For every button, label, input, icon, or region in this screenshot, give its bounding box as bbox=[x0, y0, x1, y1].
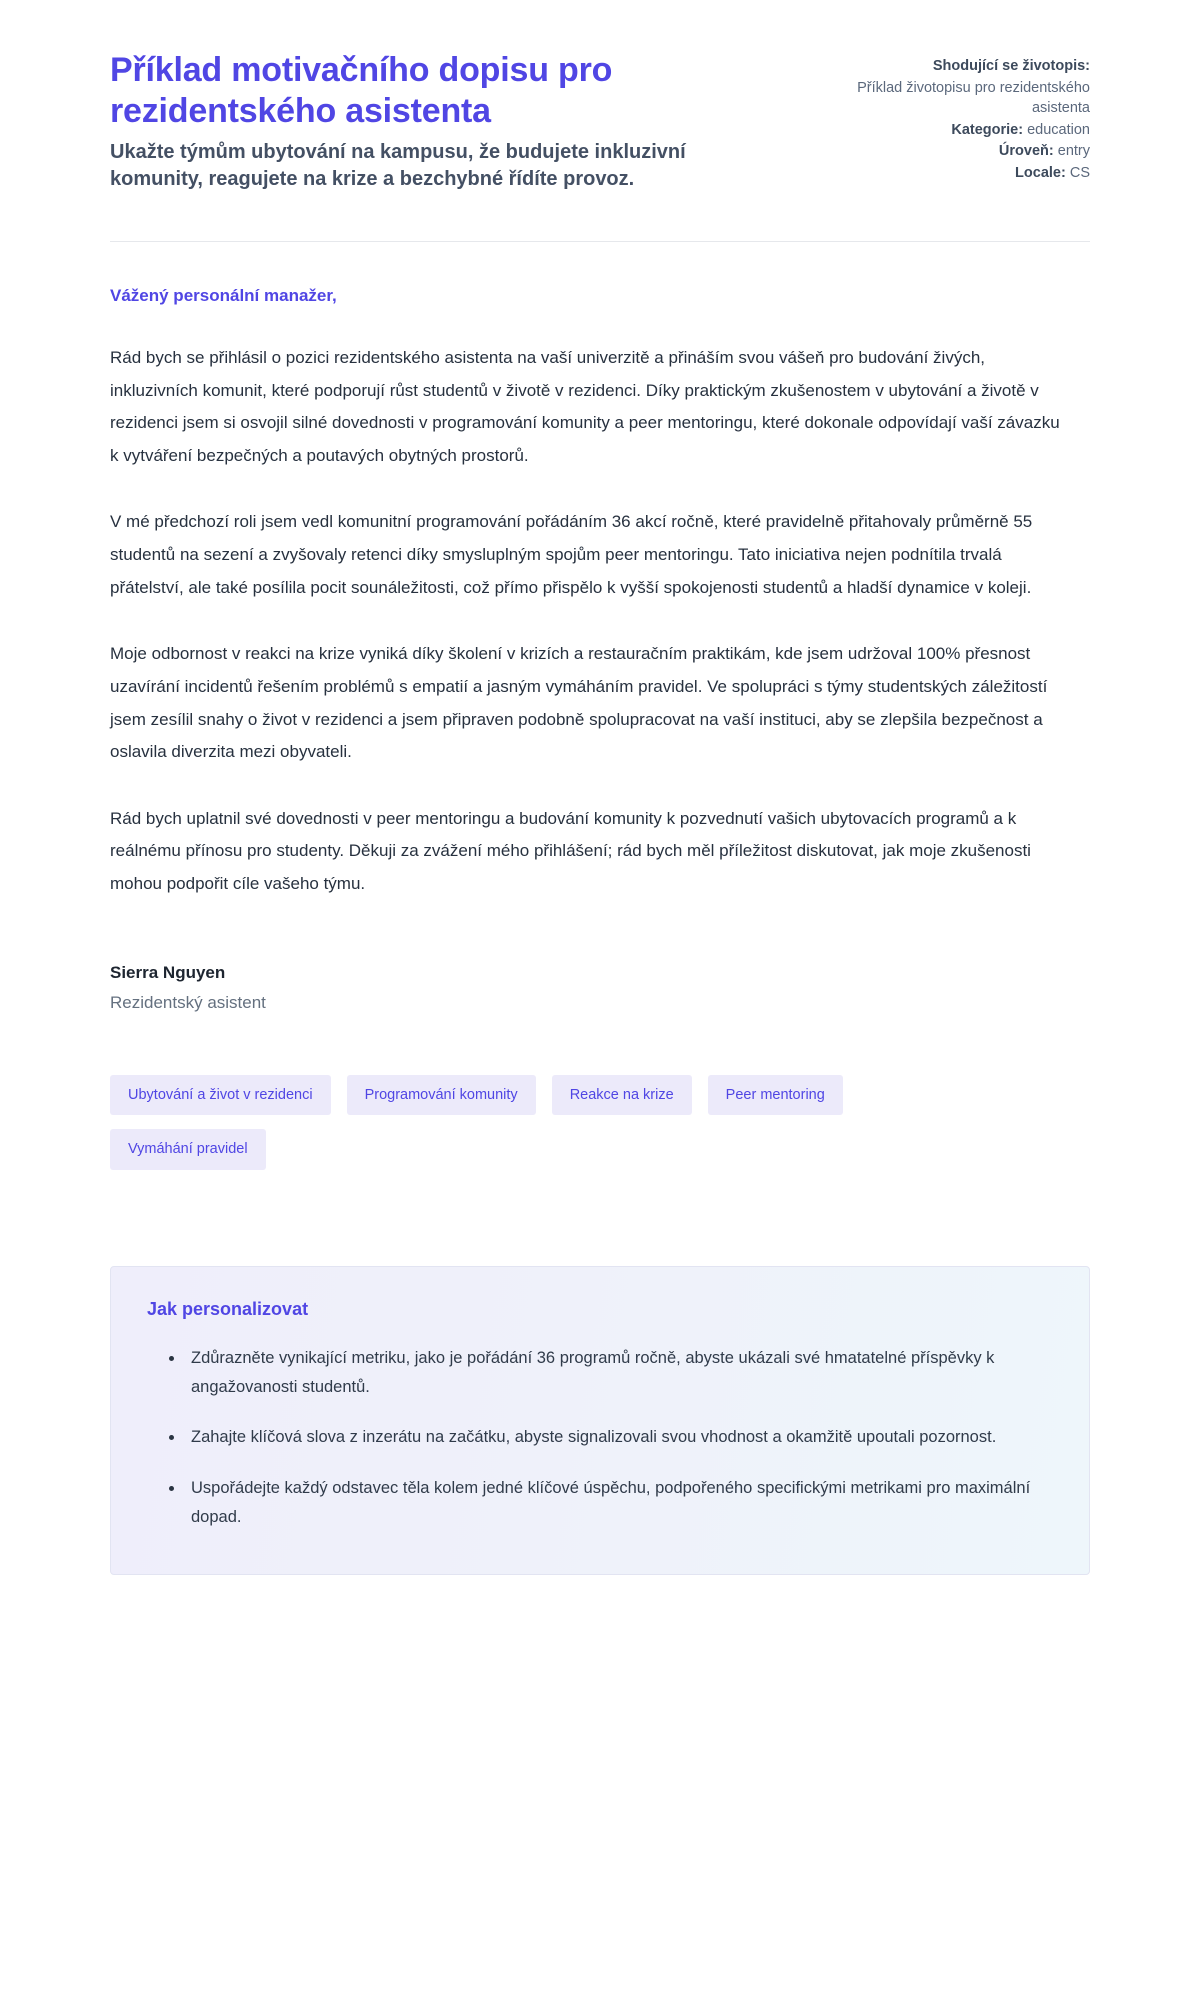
letter-paragraph: V mé předchozí roli jsem vedl komunitní programování pořádáním 36 akcí ročně, které pravidelně přitahovaly průměrně 55 studentů na sezení a zvyšovaly retenci díky smysluplným spojům peer mentoringu. Tato iniciativa nejen podnítila trvalá přátelství, ale také posílila pocit sounáležitosti, což přímo přispělo k vyšší spokojenosti studentů a hladší dynamice v koleji. bbox=[110, 512, 1033, 597]
meta-matching-resume-value: Příklad životopisu pro rezidentského asistenta bbox=[857, 79, 1090, 117]
personalization-tips-list bbox=[147, 1344, 1053, 1532]
cover-letter-body bbox=[110, 242, 1090, 901]
skill-tag[interactable]: Vymáhání pravidel bbox=[110, 1129, 266, 1170]
document-metadata bbox=[852, 50, 1090, 184]
skill-tag-list bbox=[110, 1075, 1010, 1170]
personalization-tip-item: Zahajte klíčová slova z inzerátu na začátku, abyste signalizovali svou vhodnost a okamžitě upoutali pozornost. bbox=[169, 1423, 1049, 1452]
letter-paragraph: Moje odbornost v reakci na krize vyniká díky školení v krizích a restauračním praktikám, kde jsem udržoval 100% přesnost uzavírání incidentů řešením problémů s empatií a jasným vymáháním pravidel. Ve spolupráci s týmy studentských záležitostí jsem zesílil snahy o život v rezidenci a jsem připraven podobně spolupracovat na vaší instituci, aby se zlepšila bezpečnost a oslavila diverzita mezi obyvateli. bbox=[110, 644, 1048, 762]
meta-matching-resume-value-row bbox=[852, 78, 1090, 119]
page-title: Příklad motivačního dopisu pro rezidentského asistenta bbox=[110, 51, 613, 131]
letter-paragraph: Rád bych se přihlásil o pozici rezidentského asistenta na vaší univerzitě a přináším svou vášeň pro budování živých, inkluzivních komunit, které podporují růst studentů v životě v rezidenci. Díky praktickým zkušenostem v ubytování a životě v rezidenci jsem si osvojil silné dovednosti v programování komunity a peer mentoringu, které dokonale odpovídají vaší závazku k vytváření bezpečných a poutavých obytných prostorů. bbox=[110, 347, 1060, 465]
meta-level bbox=[852, 141, 1090, 162]
meta-matching-resume bbox=[852, 56, 1090, 77]
letter-paragraph: Rád bych uplatnil své dovednosti v peer mentoringu a budování komunity k pozvednutí vašich ubytovacích programů a k reálnému přínosu pro studenty. Děkuji za zvážení mého přihlášení; rád bych měl příležitost diskutovat, jak moje zkušenosti mohou podpořit cíle vašeho týmu. bbox=[110, 808, 1031, 894]
skill-tag[interactable]: Ubytování a život v rezidenci bbox=[110, 1075, 331, 1116]
meta-level-label: Úroveň: bbox=[998, 143, 1054, 160]
meta-category-value: education bbox=[1027, 121, 1090, 138]
header-title-group bbox=[110, 50, 810, 193]
meta-level-value: entry bbox=[1057, 143, 1090, 160]
personalization-tip-item: Uspořádejte každý odstavec těla kolem jedné klíčové úspěchu, podpořeného specifickými metrikami pro maximální dopad. bbox=[169, 1474, 1049, 1532]
skill-tag[interactable]: Programování komunity bbox=[347, 1075, 536, 1116]
signature-block bbox=[110, 963, 1090, 1013]
signature-name: Sierra Nguyen bbox=[110, 962, 226, 982]
personalization-tip-item: Zdůrazněte vynikající metriku, jako je pořádání 36 programů ročně, abyste ukázali své hmatatelné příspěvky k angažovanosti studentů. bbox=[169, 1344, 1049, 1402]
skill-tag[interactable]: Peer mentoring bbox=[708, 1075, 843, 1116]
document-header bbox=[110, 50, 1090, 193]
meta-locale-label: Locale: bbox=[1015, 164, 1066, 181]
signature-role: Rezidentský asistent bbox=[110, 992, 266, 1012]
meta-category-label: Kategorie: bbox=[951, 121, 1024, 138]
meta-category bbox=[852, 120, 1090, 141]
meta-locale-value: CS bbox=[1069, 164, 1090, 181]
personalization-tips-panel bbox=[110, 1266, 1090, 1575]
page-content-container bbox=[110, 0, 1090, 1575]
meta-locale bbox=[852, 163, 1090, 184]
meta-matching-resume-label: Shodující se životopis: bbox=[932, 58, 1090, 74]
skill-tag[interactable]: Reakce na krize bbox=[552, 1075, 692, 1116]
personalization-tips-title: Jak personalizovat bbox=[147, 1298, 309, 1319]
page-subtitle: Ukažte týmům ubytování na kampusu, že budujete inkluzivní komunity, reagujete na krize a bezchybné řídíte provoz. bbox=[110, 140, 686, 190]
letter-salutation: Vážený personální manažer, bbox=[110, 285, 337, 305]
